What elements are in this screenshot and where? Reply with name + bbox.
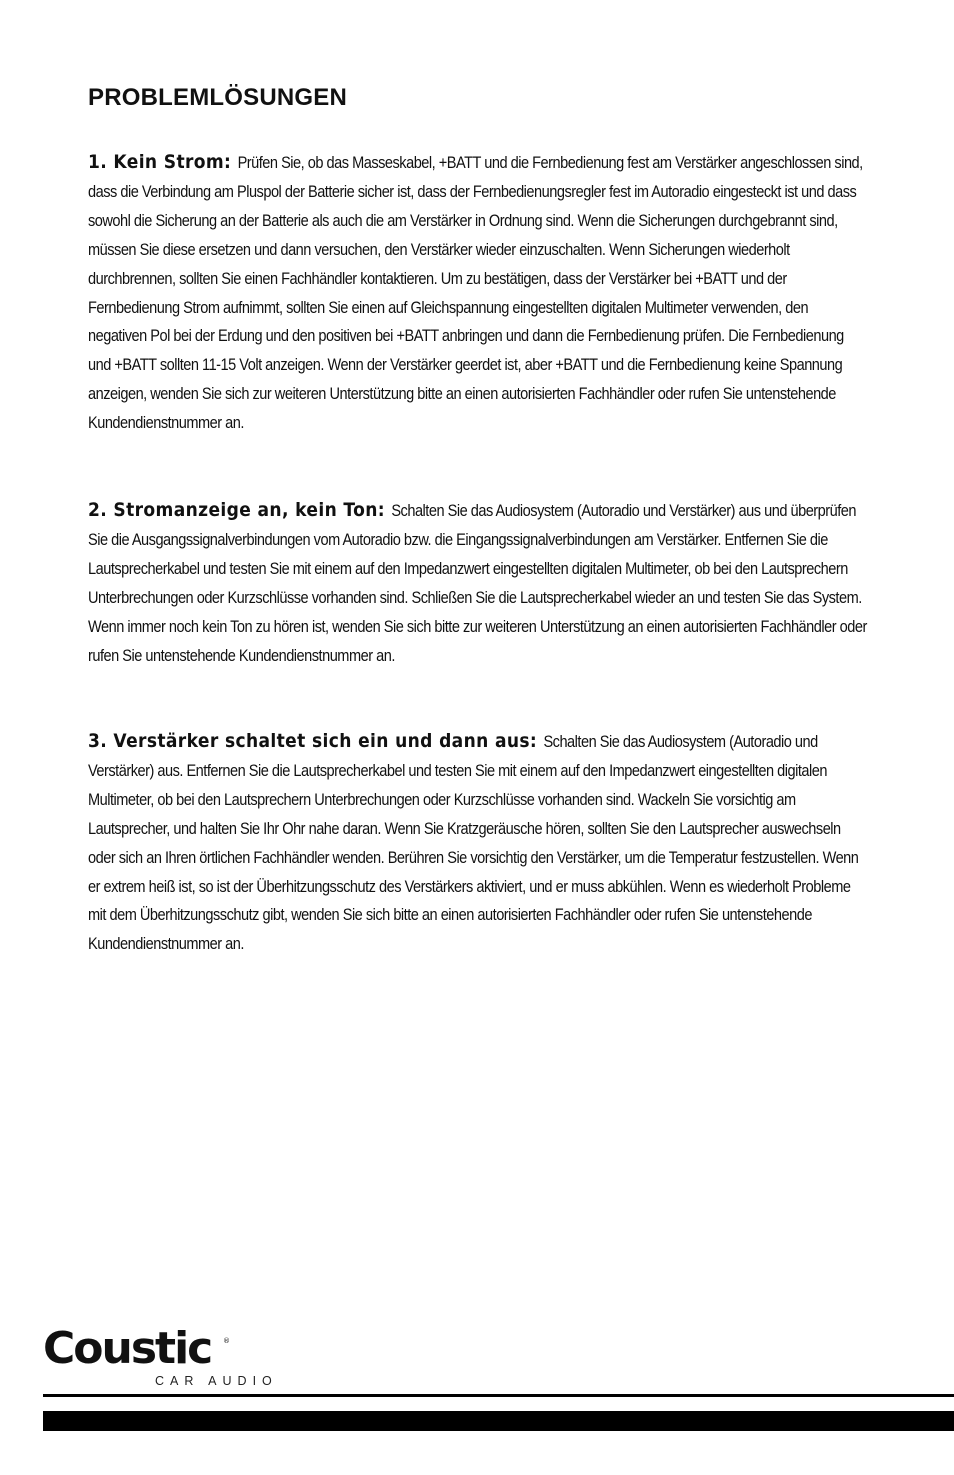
section-heading: 2. Stromanzeige an, kein Ton:	[88, 499, 392, 521]
section-heading: 3. Verstärker schaltet sich ein und dann aus:	[88, 730, 544, 752]
section-heading: 1. Kein Strom:	[88, 151, 238, 173]
logo-subtitle: CAR AUDIO	[155, 1374, 278, 1388]
section-body: Prüfen Sie, ob das Masseskabel, +BATT und die Fernbedienung fest am Verstärker angeschlossen sind, dass die Verbindung am Pluspol der Batterie sicher ist, dass der Fernbedienungsregler fest im Autoradio eingesteckt ist und dass sowohl die Sicherung an der Batterie als auch die am Verstärker in Ordnung sind. Wenn die Sicherungen durchgebrannt sind, müssen Sie diese ersetzen und dann versuchen, den Verstärker wieder einzuschalten. Wenn Sicherungen wiederholt durchbrennen, sollten Sie einen Fachhändler kontaktieren. Um zu bestätigen, dass der Verstärker bei +BATT und der Fernbedienung Strom aufnimmt, sollten Sie einen auf Gleichspannung eingestellten digitalen Multimeter verwenden, den negativen Pol bei der Erdung und den positiven bei +BATT anbringen und dann die Fernbedienung prüfen. Die Fernbedienung und +BATT sollten 11-15 Volt anzeigen. Wenn der Verstärker geerdet ist, aber +BATT und die Fernbedienung keine Spannung anzeigen, wenden Sie sich zur weiteren Unterstützung bitte an einen autorisierten Fachhändler oder rufen Sie untenstehende Kundendienstnummer an.	[88, 154, 863, 433]
section-stromanzeige-kein-ton	[88, 496, 869, 670]
footer-rule-thick	[43, 1411, 954, 1431]
registered-mark: ®	[223, 1337, 230, 1345]
page-title: PROBLEMLÖSUNGEN	[88, 84, 348, 111]
section-body: Schalten Sie das Audiosystem (Autoradio und Verstärker) aus. Entfernen Sie die Lautsprecherkabel und testen Sie mit einem auf den Impedanzwert eingestellten digitalen Multimeter, ob bei den Lautsprechern Unterbrechungen oder Kurzschlüsse vorhanden sind. Wackeln Sie vorsichtig am Lautsprecher, und halten Sie Ihr Ohr nahe daran. Wenn Sie Kratzgeräusche hören, sollten Sie den Lautsprecher auswechseln oder sich an Ihren örtlichen Fachhändler wenden. Berühren Sie vorsichtig den Verstärker, um die Temperatur festzustellen. Wenn er extrem heiß ist, so ist der Überhitzungsschutz des Verstärkers aktiviert, und er muss abkühlen. Wenn es wiederholt Probleme mit dem Überhitzungsschutz gibt, wenden Sie sich bitte an einen autorisierten Fachhändler oder rufen Sie untenstehende Kundendienstnummer an.	[88, 733, 859, 954]
section-verstaerker-ein-aus	[88, 727, 869, 959]
coustic-logo	[43, 1323, 283, 1393]
section-body: Schalten Sie das Audiosystem (Autoradio und Verstärker) aus und überprüfen Sie die Ausgangssignalverbindungen vom Autoradio bzw. die Eingangssignalverbindungen am Verstärker. Entfernen Sie die Lautsprecherkabel und testen Sie mit einem auf den Impedanzwert eingestellten digitalen Multimeter, ob bei den Lautsprechern Unterbrechungen oder Kurzschlüsse vorhanden sind. Schließen Sie die Lautsprecherkabel wieder an und testen Sie das System. Wenn immer noch kein Ton zu hören ist, wenden Sie sich bitte zur weiteren Unterstützung an einen autorisierten Fachhändler oder rufen Sie untenstehende Kundendienstnummer an.	[88, 502, 867, 665]
footer-rule-thin	[43, 1394, 954, 1397]
section-kein-strom	[88, 148, 869, 438]
logo-wordmark: Coustic	[43, 1323, 212, 1374]
